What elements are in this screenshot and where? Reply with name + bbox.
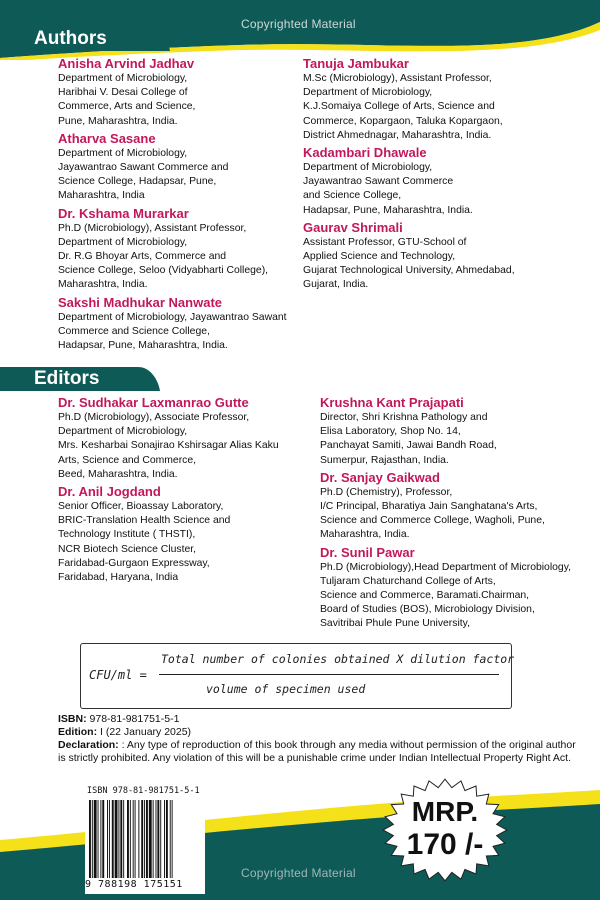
author-entry <box>58 56 303 129</box>
editor-affiliation: Ph.D (Microbiology),Head Department of Microbiology, Tuljaram Chaturchand College of Arts, Science and Commerce, Baramati.Chairman, Board of Studies (BOS), Microbiology Division, Savitribai Phule Pune University, <box>320 561 572 630</box>
isbn-line <box>58 713 578 726</box>
barcode-bar <box>89 800 91 878</box>
editor-affiliation: Ph.D (Microbiology), Associate Professor, Department of Microbiology, Mrs. Kesharbai Sonajirao Kshirsagar Alias Kaku Arts, Science and Commerce, Beed, Maharashtra, India. <box>58 412 279 480</box>
barcode-digits: 9 788198 175151 <box>85 879 183 890</box>
price-label: MRP. <box>411 796 479 827</box>
editor-name: Dr. Anil Jogdand <box>58 484 161 500</box>
author-name: Dr. Kshama Murarkar <box>58 205 189 221</box>
editor-affiliation: Ph.D (Chemistry), Professor, I/C Principal, Bharatiya Jain Sanghatana's Arts, Science and Commerce College, Wagholi, Pune, Maharashtra, India. <box>320 486 545 541</box>
authors-right-column <box>303 56 588 295</box>
editor-name: Dr. Sudhakar Laxmanrao Gutte <box>58 395 249 410</box>
barcode-bar <box>107 800 108 878</box>
editors-left-column <box>58 395 318 587</box>
edition-label: Edition: <box>58 726 98 738</box>
barcode-bar <box>120 800 122 878</box>
author-affiliation: Department of Microbiology, Jayawantrao Sawant Commerce and Science College, Hadapsar, Pune, Maharashtra, India. <box>303 162 473 216</box>
editor-name: Dr. Sunil Pawar <box>320 544 415 560</box>
isbn-barcode <box>85 784 205 894</box>
author-entry <box>303 145 588 218</box>
author-name: Atharva Sasane <box>58 130 156 146</box>
barcode-bar <box>160 800 161 878</box>
editors-right-column <box>320 395 595 634</box>
barcode-bar <box>118 800 119 878</box>
author-affiliation: Ph.D (Microbiology), Assistant Professor, Department of Microbiology, Dr. R.G Bhoyar Arts, Commerce and Science College, Seloo (Vidyabharti College), Maharashtra, India. <box>58 222 269 291</box>
editors-heading: Editors <box>34 368 100 389</box>
author-entry <box>58 295 303 354</box>
declaration-label: Declaration: <box>58 739 119 751</box>
declaration-text: : Any type of reproduction of this book through any media without permission of the original author is strictly prohibited. Any violation of this will be a punishable crime under Indian Intellectual Property Right Act. <box>58 739 576 764</box>
author-name: Tanuja Jambukar <box>303 56 409 71</box>
barcode-bar <box>109 800 110 878</box>
editor-name: Krushna Kant Prajapati <box>320 395 464 410</box>
authors-left-column <box>58 56 303 355</box>
barcode-bar <box>98 800 99 878</box>
formula-lhs: CFU/ml = <box>89 668 147 682</box>
formula-denominator: volume of specimen used <box>206 682 366 696</box>
editor-name: Dr. Sanjay Gaikwad <box>320 469 440 485</box>
barcode-bar <box>127 800 129 878</box>
edition-value: I (22 January 2025) <box>100 726 192 738</box>
declaration-line <box>58 739 578 765</box>
editor-entry <box>320 395 595 468</box>
barcode-bar <box>141 800 143 878</box>
barcode-bar <box>164 800 165 878</box>
editor-affiliation: Senior Officer, Bioassay Laboratory, BRIC-Translation Health Science and Technology Institute ( THSTI), NCR Biotech Science Cluster, Faridabad-Gurgaon Expressway, Faridabad, Haryana, India <box>58 501 231 584</box>
author-name: Kadambari Dhawale <box>303 145 427 161</box>
author-entry <box>58 206 303 293</box>
formula-numerator: Total number of colonies obtained X dilution factor <box>161 652 515 666</box>
author-name: Anisha Arvind Jadhav <box>58 56 195 71</box>
author-affiliation: Department of Microbiology, Jayawantrao Sawant Commerce and Science College, Hadapsar, Pune, Maharashtra, India. <box>58 311 287 352</box>
author-affiliation: M.Sc (Microbiology), Assistant Professor, Department of Microbiology, K.J.Somaiya College of Arts, Science and Commerce, Kopargaon, Taluka Kopargaon, District Ahmednagar, Maharashtra, India. <box>303 73 503 141</box>
barcode-bar <box>149 800 152 878</box>
barcode-bar <box>94 800 97 878</box>
barcode-bar <box>166 800 168 878</box>
author-name: Sakshi Madhukar Nanwate <box>58 294 222 310</box>
barcode-bar <box>100 800 101 878</box>
barcode-bar <box>172 800 173 878</box>
author-affiliation: Assistant Professor, GTU-School of Applied Science and Technology, Gujarat Technological University, Ahmedabad, Gujarat, India. <box>303 236 515 291</box>
barcode-bar <box>157 800 159 878</box>
editor-entry <box>320 545 595 632</box>
barcode-bar <box>133 800 134 878</box>
editor-affiliation: Director, Shri Krishna Pathology and Elisa Laboratory, Shop No. 14, Panchayat Samiti, Jawai Bandh Road, Sumerpur, Rajasthan, India. <box>320 412 497 466</box>
price-value: 170 /- <box>406 828 484 861</box>
isbn-label: ISBN: <box>58 713 87 725</box>
publication-info <box>58 713 578 765</box>
barcode-bar <box>153 800 154 878</box>
barcode-bar <box>123 800 124 878</box>
author-entry <box>303 220 588 293</box>
barcode-bars <box>89 800 201 878</box>
editor-entry <box>58 395 318 482</box>
barcode-bar <box>138 800 139 878</box>
watermark-bottom: Copyrighted Material <box>241 866 356 880</box>
barcode-bar <box>170 800 171 878</box>
barcode-bar <box>92 800 93 878</box>
barcode-isbn-text: ISBN 978-81-981751-5-1 <box>87 786 200 796</box>
author-affiliation: Department of Microbiology, Jayawantrao Sawant Commerce and Science College, Hadapsar, Pune, Maharashtra, India <box>58 147 229 202</box>
barcode-bar <box>146 800 148 878</box>
barcode-bar <box>102 800 104 878</box>
isbn-value: 978-81-981751-5-1 <box>89 713 180 725</box>
author-affiliation: Department of Microbiology, Haribhai V. Desai College of Commerce, Arts and Science, Pune, Maharashtra, India. <box>58 73 196 127</box>
barcode-bar <box>112 800 114 878</box>
editor-entry <box>320 470 595 543</box>
author-name: Gaurav Shrimali <box>303 219 403 235</box>
watermark-top: Copyrighted Material <box>241 17 356 31</box>
cfu-formula-box <box>80 643 515 709</box>
formula-fraction-line <box>159 674 499 675</box>
author-entry <box>303 56 588 143</box>
barcode-bar <box>130 800 131 878</box>
barcode-bar <box>115 800 118 878</box>
edition-line <box>58 726 578 739</box>
barcode-bar <box>135 800 136 878</box>
editor-entry <box>58 484 318 585</box>
barcode-bar <box>156 800 157 878</box>
barcode-bar <box>144 800 145 878</box>
author-entry <box>58 131 303 204</box>
authors-heading: Authors <box>34 28 107 49</box>
